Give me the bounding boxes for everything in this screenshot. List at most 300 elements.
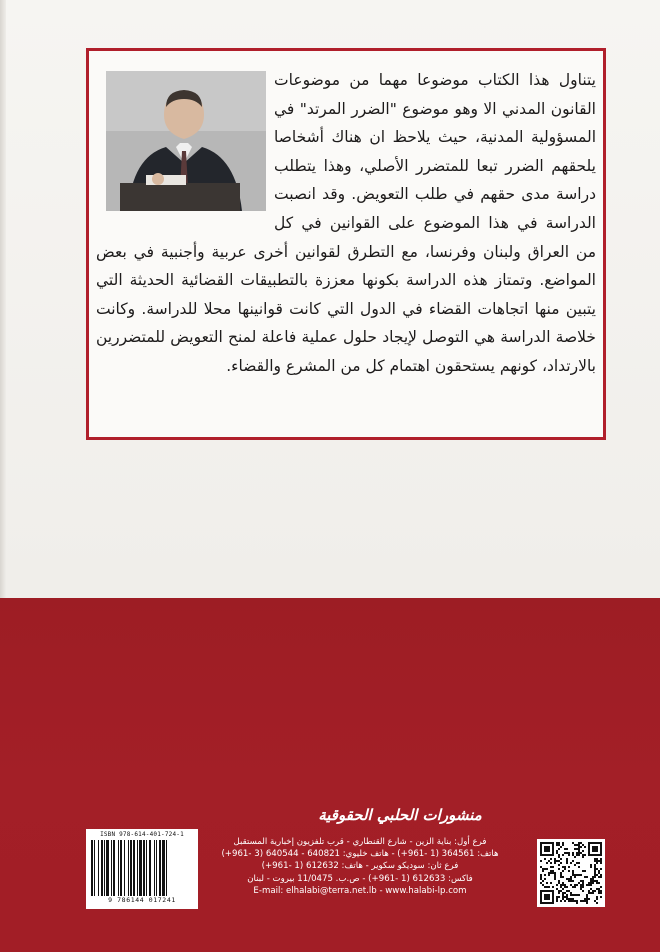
qr-module bbox=[564, 886, 566, 888]
qr-module bbox=[564, 852, 566, 854]
qr-module bbox=[572, 894, 574, 896]
qr-module bbox=[584, 900, 586, 902]
qr-module bbox=[568, 890, 570, 892]
qr-module bbox=[558, 864, 560, 866]
address-line: فرع أول: بناية الزين - شارع القنطاري - قرب تلفزيون إخبارية المستقبل bbox=[233, 837, 487, 847]
qr-module bbox=[550, 858, 552, 860]
qr-module bbox=[594, 870, 596, 872]
barcode-bar bbox=[130, 840, 132, 896]
address-line: فرع ثان: سوديكو سكوير - هاتف: 612632 (1 -961+) bbox=[261, 861, 459, 872]
qr-module bbox=[584, 854, 586, 856]
qr-module bbox=[564, 896, 566, 898]
qr-module bbox=[562, 854, 564, 856]
qr-module bbox=[558, 890, 560, 892]
qr-module bbox=[556, 896, 558, 898]
qr-module bbox=[552, 866, 554, 868]
qr-module bbox=[592, 880, 594, 882]
barcode-bar bbox=[124, 840, 125, 896]
qr-module bbox=[566, 890, 568, 892]
qr-module bbox=[554, 858, 556, 860]
qr-module bbox=[566, 896, 568, 898]
qr-module bbox=[568, 852, 570, 854]
publisher-contact bbox=[210, 836, 510, 912]
qr-module bbox=[600, 886, 602, 888]
qr-module bbox=[570, 894, 572, 896]
qr-module bbox=[548, 872, 550, 874]
qr-module bbox=[594, 890, 596, 892]
qr-module bbox=[560, 890, 562, 892]
barcode-bar bbox=[139, 840, 142, 896]
isbn-label: ISBN 978-614-401-724-1 bbox=[100, 831, 184, 838]
qr-module bbox=[584, 898, 586, 900]
qr-module bbox=[552, 872, 554, 874]
qr-module bbox=[544, 858, 546, 860]
qr-module bbox=[562, 866, 564, 868]
qr-module bbox=[556, 842, 558, 844]
qr-module bbox=[542, 870, 544, 872]
barcode-bar bbox=[106, 840, 109, 896]
qr-module bbox=[586, 876, 588, 878]
qr-module bbox=[598, 888, 600, 890]
qr-module bbox=[580, 852, 582, 854]
qr-module bbox=[544, 886, 546, 888]
qr-module bbox=[546, 882, 548, 884]
barcode-bar bbox=[166, 840, 167, 896]
qr-module bbox=[554, 876, 556, 878]
qr-module bbox=[584, 876, 586, 878]
qr-module bbox=[574, 900, 576, 902]
qr-module bbox=[570, 898, 572, 900]
qr-module bbox=[566, 852, 568, 854]
qr-module bbox=[580, 886, 582, 888]
qr-module bbox=[568, 898, 570, 900]
qr-module bbox=[582, 844, 584, 846]
qr-module bbox=[566, 894, 568, 896]
qr-module bbox=[558, 868, 560, 870]
qr-module bbox=[558, 842, 560, 844]
qr-module bbox=[568, 866, 570, 868]
qr-module bbox=[558, 856, 560, 858]
barcode-bar bbox=[149, 840, 151, 896]
qr-module bbox=[596, 880, 598, 882]
qr-module bbox=[578, 866, 580, 868]
qr-module bbox=[580, 900, 582, 902]
contact-email-web: E-mail: elhalabi@terra.net.lb - www.halabi-lp.com bbox=[253, 885, 467, 896]
qr-module bbox=[576, 874, 578, 876]
qr-module bbox=[554, 862, 556, 864]
qr-module bbox=[594, 880, 596, 882]
qr-module bbox=[562, 896, 564, 898]
qr-module bbox=[598, 892, 600, 894]
qr-module bbox=[586, 898, 588, 900]
qr-module bbox=[566, 860, 568, 862]
qr-module bbox=[562, 888, 564, 890]
address-line: هاتف: 364561 (1 -961+) - هاتف خليوي: 640821 - 640544 (3 -961+) bbox=[221, 849, 499, 860]
qr-module bbox=[558, 892, 560, 894]
qr-module bbox=[560, 874, 562, 876]
qr-module bbox=[564, 868, 566, 870]
qr-module bbox=[596, 868, 598, 870]
qr-module bbox=[582, 870, 584, 872]
qr-module bbox=[576, 854, 578, 856]
qr-module bbox=[546, 886, 548, 888]
qr-module bbox=[586, 896, 588, 898]
qr-module bbox=[540, 882, 542, 884]
qr-module bbox=[572, 872, 574, 874]
qr-module bbox=[576, 902, 578, 904]
qr-module bbox=[574, 864, 576, 866]
qr-module bbox=[550, 882, 552, 884]
qr-module bbox=[588, 890, 590, 892]
qr-module bbox=[590, 864, 592, 866]
qr-module bbox=[562, 844, 564, 846]
qr-module bbox=[580, 874, 582, 876]
qr-module bbox=[560, 872, 562, 874]
barcode-bar bbox=[133, 840, 135, 896]
qr-module bbox=[566, 878, 568, 880]
qr-module bbox=[582, 850, 584, 852]
qr-module bbox=[578, 854, 580, 856]
qr-module bbox=[572, 852, 574, 854]
qr-module bbox=[562, 884, 564, 886]
qr-module bbox=[590, 888, 592, 890]
qr-module bbox=[544, 894, 550, 900]
qr-module bbox=[580, 884, 582, 886]
qr-module bbox=[572, 870, 574, 872]
qr-module bbox=[550, 870, 552, 872]
qr-module bbox=[540, 876, 542, 878]
qr-module bbox=[560, 862, 562, 864]
qr-module bbox=[600, 862, 602, 864]
barcode-bar bbox=[162, 840, 165, 896]
qr-module bbox=[590, 882, 592, 884]
qr-module bbox=[556, 900, 558, 902]
qr-module bbox=[596, 874, 598, 876]
qr-module bbox=[558, 896, 560, 898]
qr-module bbox=[586, 884, 588, 886]
barcode-bar bbox=[94, 840, 95, 896]
qr-module bbox=[572, 854, 574, 856]
qr-module bbox=[568, 880, 570, 882]
qr-module bbox=[566, 886, 568, 888]
barcode-bar bbox=[111, 840, 112, 896]
qr-module bbox=[572, 886, 574, 888]
qr-module bbox=[586, 900, 588, 902]
qr-module bbox=[558, 882, 560, 884]
qr-module bbox=[564, 848, 566, 850]
qr-code[interactable] bbox=[537, 839, 605, 907]
barcode-bar bbox=[101, 840, 103, 896]
qr-module bbox=[596, 896, 598, 898]
qr-module bbox=[596, 858, 598, 860]
qr-module bbox=[542, 880, 544, 882]
qr-module bbox=[564, 866, 566, 868]
qr-module bbox=[576, 894, 578, 896]
qr-module bbox=[560, 876, 562, 878]
qr-module bbox=[598, 890, 600, 892]
qr-module bbox=[550, 866, 552, 868]
barcode-bars-icon bbox=[90, 840, 194, 896]
qr-module bbox=[540, 874, 542, 876]
qr-module bbox=[592, 890, 594, 892]
qr-module bbox=[584, 846, 586, 848]
qr-module bbox=[596, 862, 598, 864]
qr-module bbox=[594, 866, 596, 868]
qr-module bbox=[594, 858, 596, 860]
qr-module bbox=[586, 894, 588, 896]
qr-module bbox=[588, 892, 590, 894]
qr-module bbox=[556, 888, 558, 890]
qr-module bbox=[582, 854, 584, 856]
qr-module bbox=[562, 842, 564, 844]
qr-module bbox=[592, 878, 594, 880]
qr-module bbox=[596, 902, 598, 904]
qr-module bbox=[564, 900, 566, 902]
barcode-bar bbox=[120, 840, 122, 896]
qr-module bbox=[552, 870, 554, 872]
barcode-bar bbox=[118, 840, 119, 896]
qr-module bbox=[558, 854, 560, 856]
qr-module bbox=[544, 846, 550, 852]
qr-module bbox=[590, 878, 592, 880]
qr-module bbox=[582, 856, 584, 858]
qr-module bbox=[544, 874, 546, 876]
qr-module bbox=[576, 852, 578, 854]
address-line: فاكس: 612633 (1 -961+) - ص.ب. 11/0475 بيروت - لبنان bbox=[247, 873, 473, 884]
qr-module bbox=[566, 848, 568, 850]
qr-module bbox=[556, 898, 558, 900]
qr-module bbox=[576, 848, 578, 850]
qr-module bbox=[558, 848, 560, 850]
qr-module bbox=[574, 848, 576, 850]
qr-module bbox=[596, 860, 598, 862]
qr-module bbox=[574, 874, 576, 876]
qr-module bbox=[588, 882, 590, 884]
qr-module bbox=[568, 870, 570, 872]
qr-module bbox=[566, 858, 568, 860]
qr-module bbox=[596, 888, 598, 890]
qr-module bbox=[588, 884, 590, 886]
qr-module bbox=[576, 884, 578, 886]
qr-module bbox=[566, 898, 568, 900]
qr-module bbox=[562, 870, 564, 872]
qr-module bbox=[574, 876, 576, 878]
qr-module bbox=[546, 862, 548, 864]
qr-module bbox=[574, 856, 576, 858]
qr-module bbox=[574, 884, 576, 886]
qr-module bbox=[554, 872, 556, 874]
qr-module bbox=[548, 886, 550, 888]
qr-module bbox=[546, 868, 548, 870]
qr-module bbox=[540, 866, 542, 868]
barcode-number: 9 786144 017241 bbox=[108, 896, 176, 904]
qr-module bbox=[578, 862, 580, 864]
back-cover-description: يتناول هذا الكتاب موضوعا مهما من موضوعات القانون المدني الا وهو موضوع "الضرر المرتد" في المسؤولية المدنية، حيث يلاحظ ان هناك أشخاصا يلحقهم الضرر تبعا للمتضرر الأصلي، وهذا يتطلب دراسة مدى حقهم في طلب التعويض. وقد انصبت الدراسة في هذا الموضوع على القوانين في كل من العراق ولبنان وفرنسا، مع التطرق لقوانين أخرى عربية وأجنبية في بعض المواضع. وتمتاز هذه الدراسة بكونها معززة بالتطبيقات القضائية الحديثة التي يتبين منها اتجاهات القضاء في الدول التي كانت قوانينها محلا للدراسة. وكانت خلاصة الدراسة هي التوصل لإيجاد حلول عملية فاعلة لمنح التعويض للمتضررين بالارتداد، كونهم يستحقون اهتمام كل من المشرع والقضاء. bbox=[96, 71, 596, 375]
qr-module bbox=[600, 858, 602, 860]
barcode-bar bbox=[113, 840, 115, 896]
qr-module bbox=[560, 858, 562, 860]
qr-module bbox=[560, 886, 562, 888]
qr-module bbox=[590, 866, 592, 868]
qr-module bbox=[562, 882, 564, 884]
qr-module bbox=[562, 898, 564, 900]
qr-module bbox=[574, 886, 576, 888]
qr-module bbox=[578, 852, 580, 854]
qr-module bbox=[592, 846, 598, 852]
qr-module bbox=[574, 894, 576, 896]
qr-module bbox=[582, 880, 584, 882]
qr-module bbox=[600, 896, 602, 898]
qr-module bbox=[582, 882, 584, 884]
qr-module bbox=[572, 860, 574, 862]
qr-module bbox=[562, 892, 564, 894]
qr-module bbox=[576, 900, 578, 902]
qr-module bbox=[600, 874, 602, 876]
qr-module bbox=[572, 874, 574, 876]
qr-module bbox=[590, 884, 592, 886]
barcode-bar bbox=[98, 840, 99, 896]
publisher-logo: منشورات الحلبي الحقوقية bbox=[318, 806, 482, 824]
qr-module bbox=[596, 882, 598, 884]
qr-module bbox=[576, 862, 578, 864]
qr-module bbox=[582, 890, 584, 892]
qr-module bbox=[580, 880, 582, 882]
qr-module bbox=[570, 900, 572, 902]
qr-module bbox=[598, 876, 600, 878]
qr-module bbox=[576, 844, 578, 846]
qr-module bbox=[550, 872, 552, 874]
qr-module bbox=[542, 884, 544, 886]
qr-module bbox=[568, 854, 570, 856]
qr-module bbox=[580, 888, 582, 890]
isbn-barcode bbox=[86, 829, 198, 909]
barcode-bar bbox=[128, 840, 129, 896]
qr-module bbox=[560, 884, 562, 886]
qr-module bbox=[590, 880, 592, 882]
qr-module bbox=[544, 878, 546, 880]
qr-module bbox=[560, 846, 562, 848]
qr-module bbox=[594, 860, 596, 862]
qr-module bbox=[592, 882, 594, 884]
qr-module bbox=[548, 874, 550, 876]
qr-module bbox=[592, 876, 594, 878]
qr-module bbox=[578, 848, 580, 850]
qr-module bbox=[586, 902, 588, 904]
qr-module bbox=[594, 872, 596, 874]
qr-module bbox=[564, 892, 566, 894]
barcode-bar bbox=[159, 840, 161, 896]
qr-module bbox=[544, 868, 546, 870]
qr-module bbox=[554, 878, 556, 880]
qr-module bbox=[598, 870, 600, 872]
qr-module bbox=[550, 862, 552, 864]
qr-module bbox=[568, 878, 570, 880]
qr-module bbox=[568, 900, 570, 902]
qr-module bbox=[592, 892, 594, 894]
barcode-bar bbox=[146, 840, 147, 896]
qr-module bbox=[556, 884, 558, 886]
qr-module bbox=[600, 868, 602, 870]
qr-module bbox=[582, 886, 584, 888]
qr-module bbox=[556, 850, 558, 852]
qr-module bbox=[570, 880, 572, 882]
qr-module bbox=[540, 860, 542, 862]
qr-module bbox=[582, 884, 584, 886]
qr-module bbox=[578, 874, 580, 876]
qr-module bbox=[542, 868, 544, 870]
qr-module bbox=[564, 884, 566, 886]
qr-module bbox=[578, 844, 580, 846]
qr-module bbox=[572, 900, 574, 902]
qr-module bbox=[598, 872, 600, 874]
barcode-bar bbox=[154, 840, 155, 896]
qr-module bbox=[570, 878, 572, 880]
barcode-bar bbox=[143, 840, 145, 896]
qr-module bbox=[578, 846, 580, 848]
qr-module bbox=[556, 860, 558, 862]
barcode-bar bbox=[137, 840, 138, 896]
qr-module bbox=[556, 844, 558, 846]
qr-module bbox=[566, 862, 568, 864]
qr-module bbox=[584, 870, 586, 872]
qr-module bbox=[594, 864, 596, 866]
barcode-bar bbox=[104, 840, 105, 896]
qr-module bbox=[600, 876, 602, 878]
qr-module bbox=[570, 884, 572, 886]
qr-module bbox=[552, 886, 554, 888]
barcode-bar bbox=[156, 840, 157, 896]
barcode-bar bbox=[91, 840, 93, 896]
qr-module bbox=[558, 880, 560, 882]
qr-module bbox=[580, 842, 582, 844]
qr-module bbox=[572, 898, 574, 900]
qr-module bbox=[600, 860, 602, 862]
qr-module bbox=[558, 844, 560, 846]
qr-module bbox=[548, 860, 550, 862]
qr-module bbox=[588, 898, 590, 900]
qr-module bbox=[596, 898, 598, 900]
qr-module bbox=[540, 878, 542, 880]
qr-module bbox=[570, 862, 572, 864]
qr-module bbox=[580, 846, 582, 848]
qr-module bbox=[594, 874, 596, 876]
qr-module bbox=[578, 882, 580, 884]
qr-module bbox=[562, 894, 564, 896]
qr-module bbox=[560, 900, 562, 902]
qr-module bbox=[594, 900, 596, 902]
qr-module bbox=[562, 876, 564, 878]
qr-module bbox=[600, 890, 602, 892]
qr-module bbox=[594, 876, 596, 878]
qr-module bbox=[554, 874, 556, 876]
qr-module bbox=[578, 842, 580, 844]
qr-module bbox=[570, 892, 572, 894]
qr-module bbox=[578, 850, 580, 852]
qr-module bbox=[570, 876, 572, 878]
qr-module bbox=[594, 868, 596, 870]
qr-module bbox=[582, 900, 584, 902]
qr-module bbox=[572, 880, 574, 882]
qr-module bbox=[558, 860, 560, 862]
qr-module bbox=[590, 892, 592, 894]
qr-module bbox=[598, 882, 600, 884]
qr-module bbox=[572, 842, 574, 844]
qr-code-icon bbox=[540, 842, 602, 904]
qr-module bbox=[574, 844, 576, 846]
qr-module bbox=[578, 894, 580, 896]
qr-module bbox=[556, 852, 558, 854]
qr-module bbox=[600, 892, 602, 894]
